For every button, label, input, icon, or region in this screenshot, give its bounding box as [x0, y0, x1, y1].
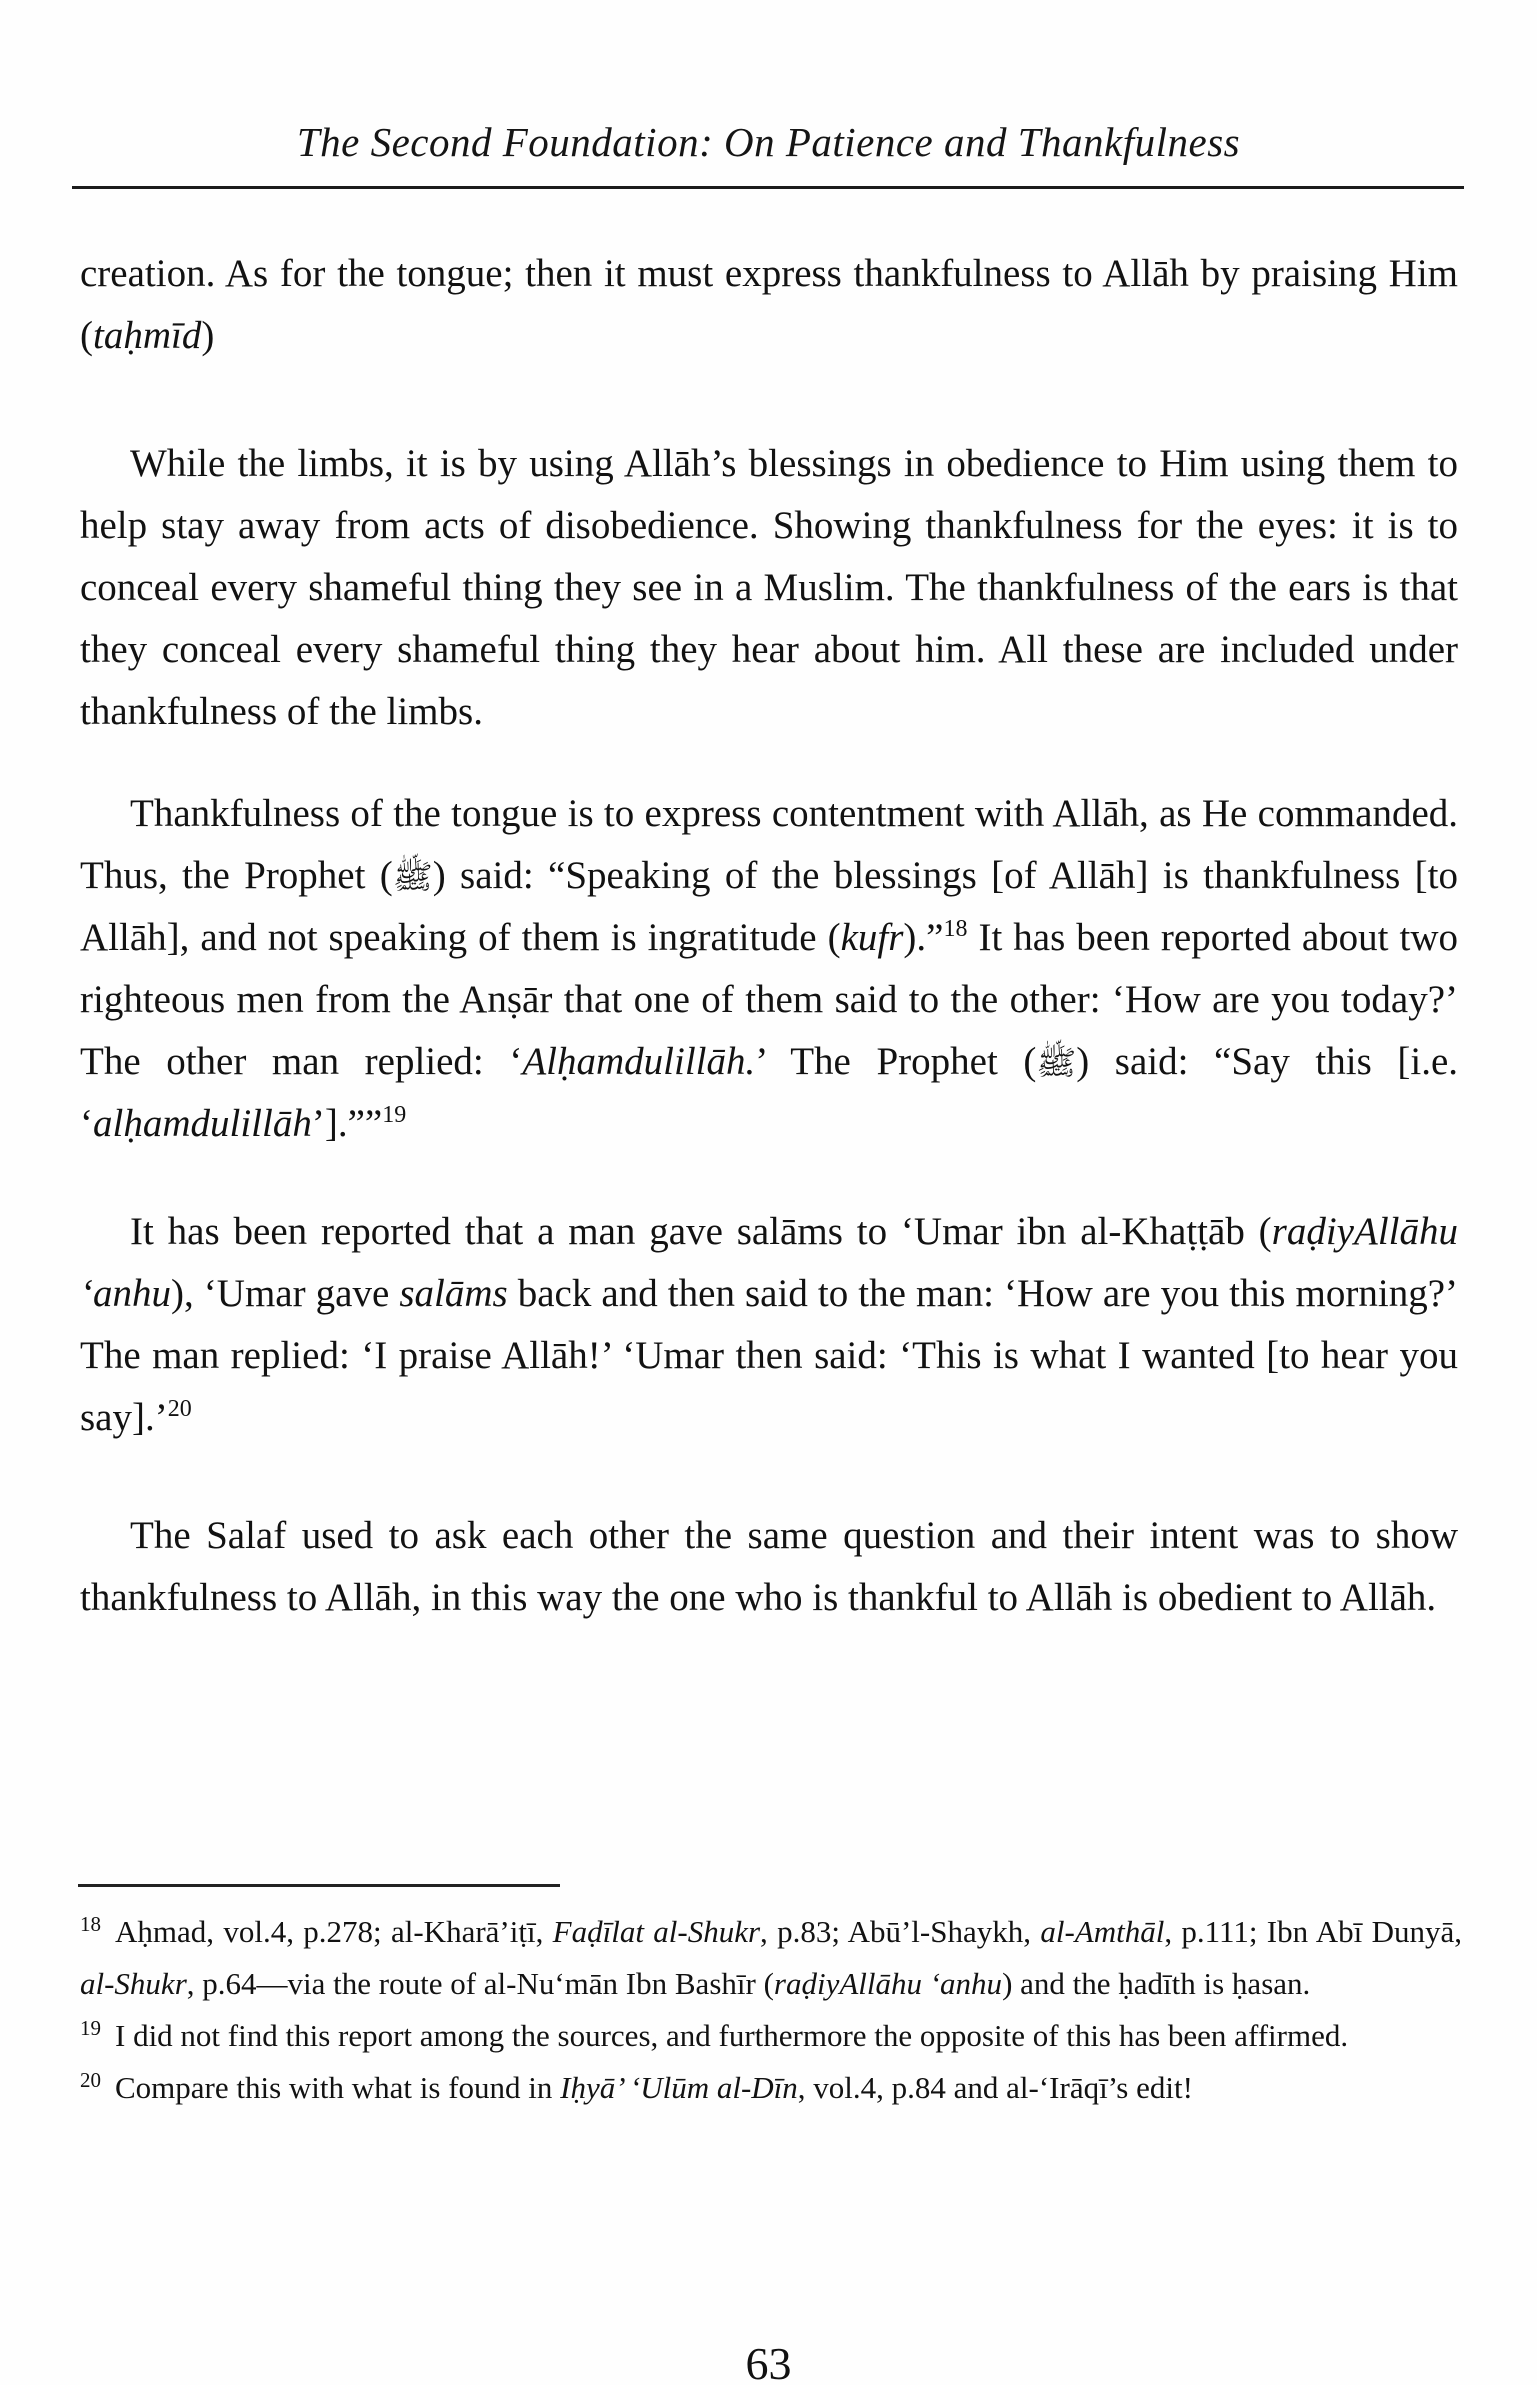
text-segment: Thankfulness of the tongue is to express contentment with Allāh, as He commanded. Thus, the Prophet ( [80, 792, 1458, 897]
text-segment: 19 [382, 1102, 407, 1128]
footnotes-section [80, 1906, 1462, 2114]
text-segment: creation. As for the tongue; then it must express thankfulness to Allāh by praising Him ( [80, 252, 1458, 357]
text-segment: ), ‘Umar gave [171, 1272, 400, 1315]
text-segment: ’ The Prophet ( [755, 1040, 1037, 1083]
text-segment: ) [201, 314, 215, 357]
text-segment: raḍiyAllāhu ‘anhu [773, 1966, 1003, 2001]
text-segment: While the limbs, it is by using Allāh’s blessings in obedience to Him using them to help stay away from acts of disobedience. Showing thankfulness for the eyes: it is to conceal every shameful thing they see in a Muslim. The thankfulness of the ears is that they conceal every shameful thing they hear about him. All these are included under thankfulness of the limbs. [80, 442, 1458, 733]
footnote-text [115, 2070, 1193, 2105]
text-segment: taḥmīd [93, 314, 202, 357]
paragraph [80, 243, 1458, 367]
text-segment: Alḥamdulillāh. [522, 1040, 756, 1083]
footnote-marker: 19 [80, 2015, 101, 2040]
running-header-title: The Second Foundation: On Patience and Thankfulness [296, 119, 1241, 165]
prophet-honorific-icon: ﷺ [392, 857, 433, 896]
text-segment: alḥamdulillāh [93, 1102, 312, 1145]
text-segment: ).” [903, 916, 944, 959]
text-segment: al-Shukr [80, 1966, 187, 2001]
header-rule [72, 186, 1464, 189]
text-segment: 18 [943, 916, 968, 942]
text-segment: It has been reported that a man gave salāms to ‘Umar ibn al-Khaṭṭāb ( [130, 1210, 1272, 1253]
text-segment: I did not find this report among the sources, and furthermore the opposite of this has been affirmed. [115, 2018, 1349, 2053]
paragraph [80, 783, 1458, 1155]
footnote-text [80, 1911, 1462, 2001]
text-segment: It has been reported about two righteous men from the Anṣār that one of them said to the other: ‘How are you today?’ The other man replied: ‘ [80, 916, 1458, 1083]
text-segment: Compare this with what is found in [115, 2070, 561, 2105]
footnote-separator-rule [78, 1884, 560, 1887]
text-segment: ) said: “Speaking of the blessings [of Allāh] is thankfulness [to Allāh], and not speaking of them is ingratitude ( [80, 854, 1458, 959]
text-segment: salāms [399, 1272, 508, 1315]
page-number: 63 [745, 2338, 792, 2385]
text-segment: back and then said to the man: ‘How are you this morning?’ The man replied: ‘I praise Allāh!’ ‘Umar then said: ‘This is what I wanted [to hear you say].’ [80, 1272, 1458, 1439]
paragraph [80, 433, 1458, 743]
footnote [80, 1906, 1462, 2010]
body-text [80, 243, 1458, 1629]
paragraph [80, 1505, 1458, 1629]
text-segment: ’].”” [311, 1102, 383, 1145]
prophet-honorific-icon: ﷺ [1036, 1043, 1077, 1082]
text-segment: Aḥmad, vol.4, p.278; al-Kharā’iṭī, [115, 1914, 553, 1949]
footnote-text [115, 2018, 1348, 2053]
text-segment: kufr [840, 916, 904, 959]
footnote [80, 2010, 1462, 2062]
text-segment: , p.64—via the route of al-Nu‘mān Ibn Bashīr ( [186, 1966, 774, 2001]
paragraph [80, 1201, 1458, 1449]
text-segment: , p.83; Abū’l-Shaykh, [760, 1914, 1041, 1949]
footnote-marker: 20 [80, 2067, 101, 2092]
text-segment: The Salaf used to ask each other the same question and their intent was to show thankfulness to Allāh, in this way the one who is thankful to Allāh is obedient to Allāh. [80, 1514, 1458, 1619]
text-segment: Faḍīlat al-Shukr [552, 1914, 761, 1949]
footnote [80, 2062, 1462, 2114]
text-segment: al-Amthāl [1040, 1914, 1165, 1949]
text-segment: , p.111; Ibn Abī Dunyā, [1164, 1914, 1462, 1949]
text-segment: ) said: “Say this [i.e. ‘ [80, 1040, 1459, 1145]
text-segment: 20 [167, 1396, 192, 1422]
text-segment: raḍiyAllāhu ‘anhu [80, 1210, 1458, 1315]
text-segment: ) and the ḥadīth is ḥasan. [1002, 1966, 1311, 2001]
text-segment: Iḥyā’ ‘Ulūm al-Dīn [560, 2070, 798, 2105]
footnote-marker: 18 [80, 1911, 101, 1936]
text-segment: , vol.4, p.84 and al-‘Irāqī’s edit! [797, 2070, 1193, 2105]
